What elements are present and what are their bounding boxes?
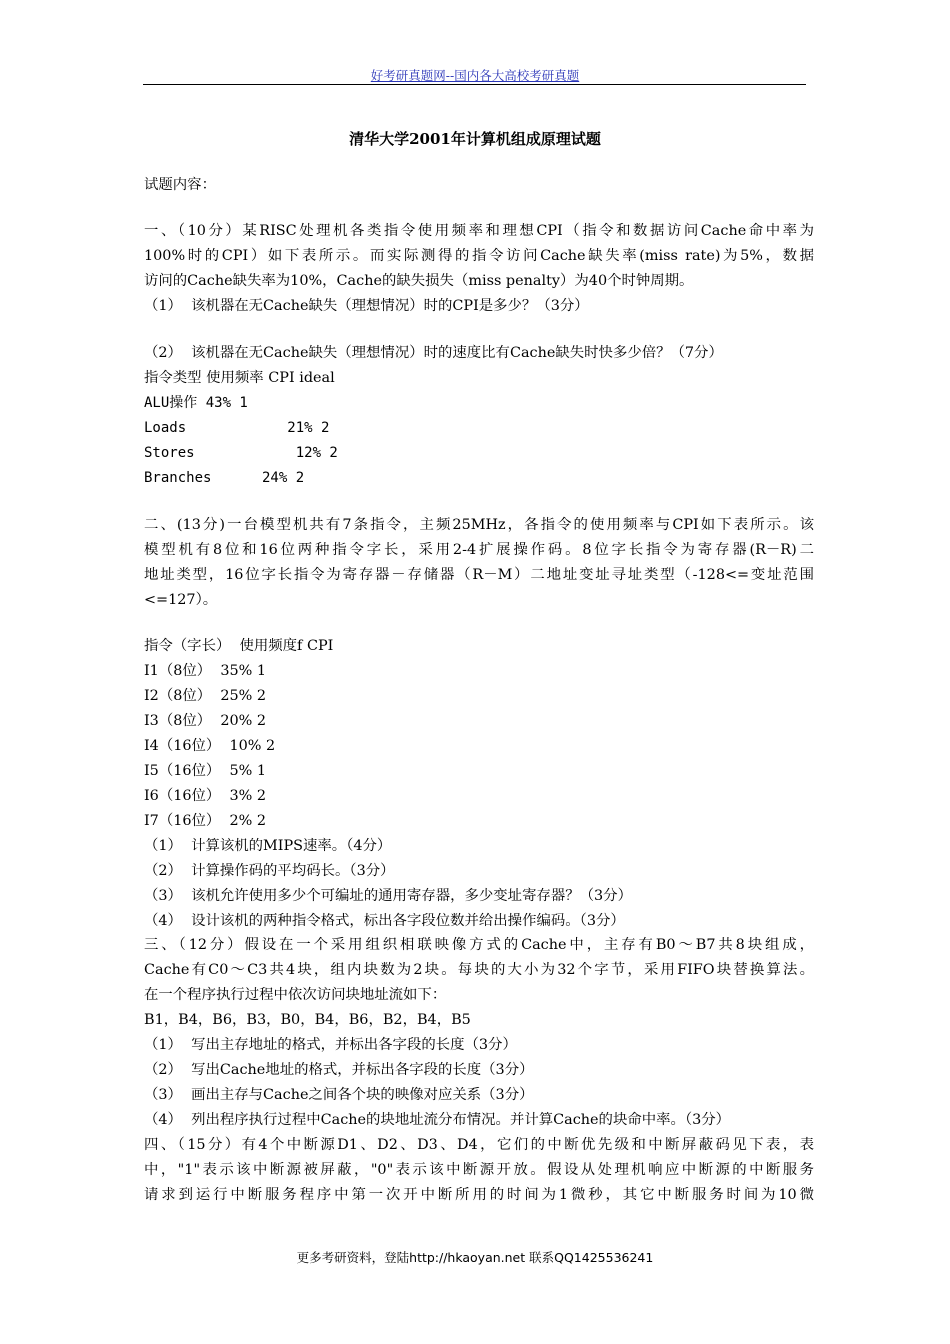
q2-table-row: I6（16位） 3% 2: [144, 788, 267, 804]
intro-label: 试题内容：: [144, 177, 216, 193]
q3-line3: 在一个程序执行过程中依次访问块地址流如下：: [144, 987, 447, 1003]
q2-table-row: I2（8位） 25% 2: [144, 688, 267, 704]
q2-line3: 地址类型，16位字长指令为寄存器－存储器（R－M）二地址变址寻址类型（-128<=变址范围: [144, 567, 814, 583]
q2-table-row: I4（16位） 10% 2: [144, 738, 276, 754]
header-divider: [143, 84, 806, 85]
q1-table-row: ALU操作 43% 1: [144, 395, 248, 411]
q2-table-row: I1（8位） 35% 1: [144, 663, 267, 679]
q2-line4: <=127）。: [144, 592, 218, 608]
q1-sub1: （1） 该机器在无Cache缺失（理想情况）时的CPI是多少？（3分）: [144, 298, 589, 314]
q3-line1: 三、（12分）假设在一个采用组织相联映像方式的Cache中，主存有B0～B7共8块组成，: [144, 937, 814, 953]
header-link[interactable]: 好考研真题网--国内各大高校考研真题: [370, 68, 580, 83]
q1-line1: 一、（10分）某RISC处理机各类指令使用频率和理想CPI（指令和数据访问Cache命中率为: [144, 223, 814, 239]
q4-line3: 请求到运行中断服务程序中第一次开中断所用的时间为1微秒，其它中断服务时间为10微: [144, 1187, 814, 1203]
q4-line1: 四、（15分）有4个中断源D1、D2、D3、D4，它们的中断优先级和中断屏蔽码见下表，表: [144, 1137, 814, 1153]
q2-sub-question: （2） 计算操作码的平均码长。（3分）: [144, 863, 395, 879]
q3-block-sequence: B1，B4，B6，B3，B0，B4，B6，B2，B4，B5: [144, 1012, 471, 1028]
q1-line3: 访问的Cache缺失率为10%，Cache的缺失损失（miss penalty）为40个时钟周期。: [144, 273, 694, 289]
q3-sub-question: （2） 写出Cache地址的格式，并标出各字段的长度（3分）: [144, 1062, 534, 1078]
q1-sub2: （2） 该机器在无Cache缺失（理想情况）时的速度比有Cache缺失时快多少倍？（7分）: [144, 345, 723, 361]
q4-line2: 中，"1"表示该中断源被屏蔽，"0"表示该中断源开放。假设从处理机响应中断源的中断服务: [144, 1162, 814, 1178]
q2-table-row: I5（16位） 5% 1: [144, 763, 267, 779]
q3-sub-question: （3） 画出主存与Cache之间各个块的映像对应关系（3分）: [144, 1087, 534, 1103]
q2-table-row: I3（8位） 20% 2: [144, 713, 267, 729]
q1-table-row: Branches 24% 2: [144, 470, 305, 486]
q1-table-row: Loads 21% 2: [144, 420, 330, 436]
q2-line2: 模型机有8位和16位两种指令字长，采用2-4扩展操作码。8位字长指令为寄存器(R－R)二: [144, 542, 814, 558]
q3-sub-question: （4） 列出程序执行过程中Cache的块地址流分布情况。并计算Cache的块命中率。（3分）: [144, 1112, 731, 1128]
q1-table-header: 指令类型 使用频率 CPI ideal: [144, 370, 335, 386]
page-title: 清华大学2001年计算机组成原理试题: [349, 130, 601, 148]
q2-sub-question: （1） 计算该机的MIPS速率。（4分）: [144, 838, 392, 854]
q3-line2: Cache有C0～C3共4块，组内块数为2块。每块的大小为32个字节，采用FIFO块替换算法。: [144, 962, 814, 978]
q2-sub-question: （4） 设计该机的两种指令格式，标出各字段位数并给出操作编码。（3分）: [144, 913, 625, 929]
q1-table-row: Stores 12% 2: [144, 445, 338, 461]
footer-text: 更多考研资料，登陆http://hkaoyan.net 联系QQ1425536241: [296, 1250, 654, 1265]
q3-sub-question: （1） 写出主存地址的格式，并标出各字段的长度（3分）: [144, 1037, 517, 1053]
q1-line2: 100%时的CPI）如下表所示。而实际测得的指令访问Cache缺失率(miss rate)为5%，数据: [144, 248, 814, 264]
q2-table-header: 指令（字长） 使用频度f CPI: [144, 638, 334, 654]
q2-line1: 二、(13分)一台模型机共有7条指令，主频25MHz，各指令的使用频率与CPI如下表所示。该: [144, 517, 814, 533]
q2-table-row: I7（16位） 2% 2: [144, 813, 267, 829]
q2-sub-question: （3） 该机允许使用多少个可编址的通用寄存器，多少变址寄存器？（3分）: [144, 888, 632, 904]
